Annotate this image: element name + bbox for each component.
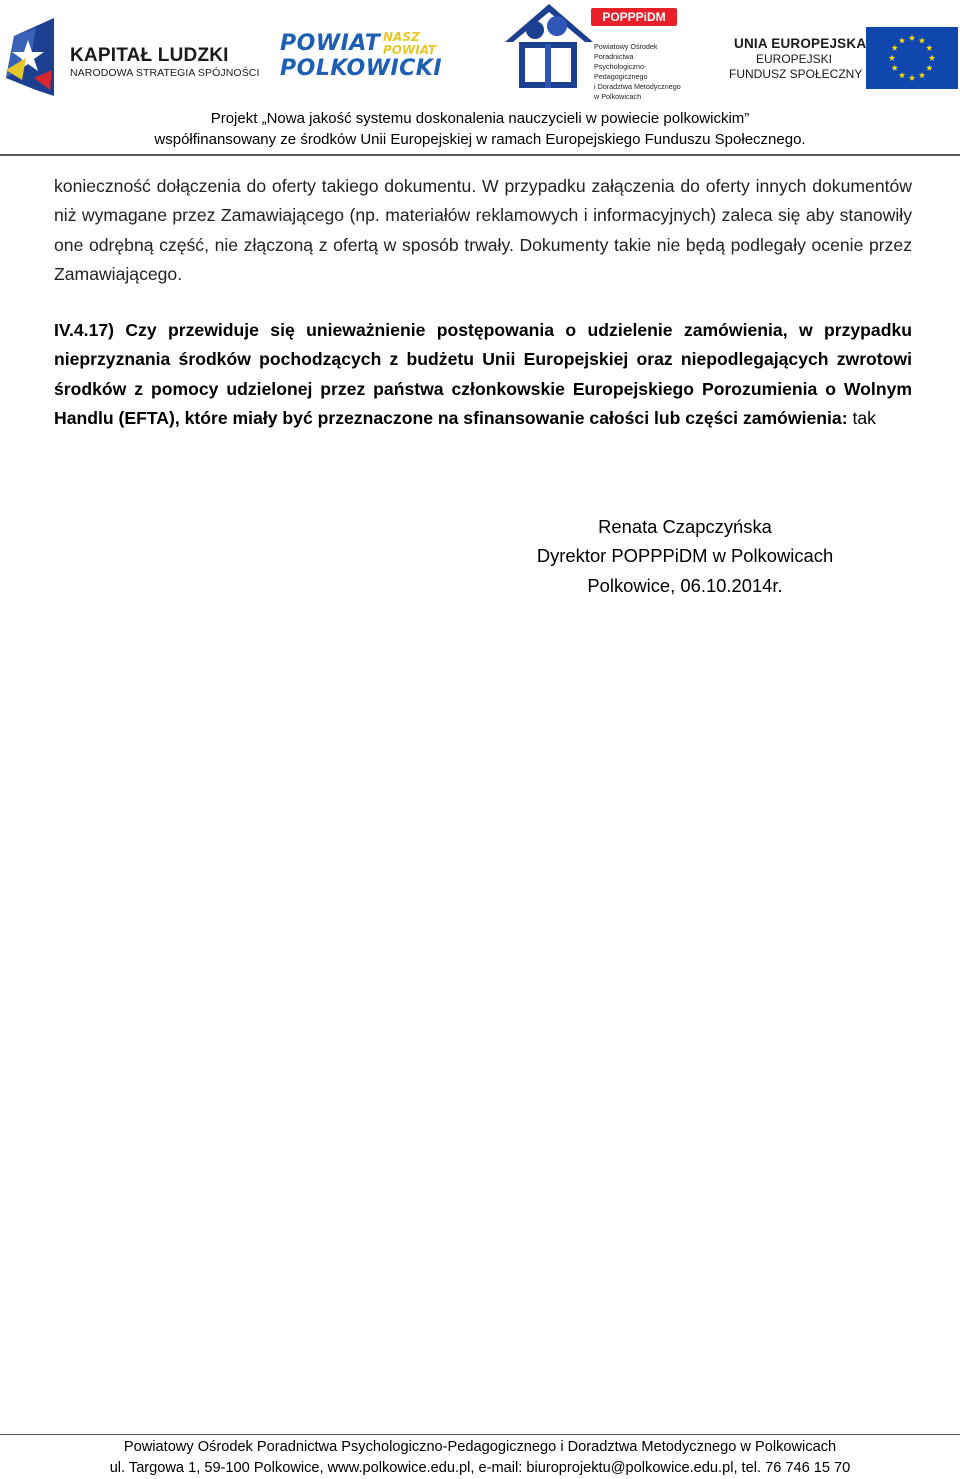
header xyxy=(0,0,960,156)
header-divider xyxy=(0,154,960,156)
project-title-line: Projekt „Nowa jakość systemu doskonalenia nauczycieli w powiecie polkowickim” xyxy=(210,110,750,127)
kapital-ludzki-star-icon xyxy=(6,18,56,96)
project-funding-line: współfinansowany ze środków Unii Europejskiej w ramach Europejskiego Funduszu Społecznego. xyxy=(154,131,806,148)
footer-contact: ul. Targowa 1, 59-100 Polkowice, www.polkowice.edu.pl, e-mail: biuroprojektu@polkowice.edu.pl, tel. 76 746 15 70 xyxy=(109,1460,851,1476)
eu-flag-icon xyxy=(866,27,958,89)
kapital-ludzki-title: KAPITAŁ LUDZKI xyxy=(70,45,229,66)
eu-logo-line3: FUNDUSZ SPOŁECZNY xyxy=(729,67,863,81)
popppidm-desc-line: Powiatowy Ośrodek Poradnictwa xyxy=(594,42,658,61)
question-answer: tak xyxy=(852,407,876,428)
signature-place-date: Polkowice, 06.10.2014r. xyxy=(587,575,783,596)
signature-position: Dyrektor POPPPiDM w Polkowicach xyxy=(536,545,834,566)
footer-divider xyxy=(0,1434,960,1435)
paragraph-offer-documents: konieczność dołączenia do oferty takiego dokumentu. W przypadku załączenia do oferty innych dokumentów niż wymagane przez Zamawiającego (np. materiałów reklamowych i informacyjnych) zaleca się aby stanowiły one odrębną część, nie złączoną z ofertą w sposób trwały. Dokumenty takie nie będą podlegały ocenie przez Zamawiającego. xyxy=(54,176,912,284)
powiat-logo-nasz xyxy=(383,31,436,57)
popppidm-desc-line: i Doradztwa Metodycznego xyxy=(594,82,681,91)
question-text: IV.4.17) Czy przewiduje się unieważnienie postępowania o udzielenie zamówienia, w przypadku nieprzyznania środków pochodzących z budżetu Unii Europejskiej oraz niepodlegających zwrotowi środków z pomocy udzielonej przez państwa członkowskie Europejskiego Porozumienia o Wolnym Handlu (EFTA), które miały być przeznaczone na sfinansowanie całości lub części zamówienia: xyxy=(54,320,912,428)
powiat-logo-line2: POLKOWICKI xyxy=(280,56,443,81)
powiat-logo-line1: POWIAT xyxy=(280,31,381,56)
popppidm-desc-line: Psychologiczno-Pedagogicznego xyxy=(594,62,648,81)
popppidm-badge: POPPPiDM xyxy=(591,8,677,26)
popppidm-description xyxy=(594,42,694,102)
kapital-ludzki-subtitle: NARODOWA STRATEGIA SPÓJNOŚCI xyxy=(70,67,260,79)
powiat-logo-nasz-line1: NASZ xyxy=(383,30,420,44)
eu-logo-line1: UNIA EUROPEJSKA xyxy=(734,36,867,51)
eu-logo-line2: EUROPEJSKI xyxy=(756,52,833,66)
paragraph-question-iv-4-17 xyxy=(54,316,912,433)
footer-institution: Powiatowy Ośrodek Poradnictwa Psychologiczno-Pedagogicznego i Doradztwa Metodycznego w Polkowicach xyxy=(123,1439,837,1455)
signature-name: Renata Czapczyńska xyxy=(598,516,772,537)
powiat-logo-nasz-line2: POWIAT xyxy=(383,43,437,57)
popppidm-desc-line: w Polkowicach xyxy=(594,92,642,101)
